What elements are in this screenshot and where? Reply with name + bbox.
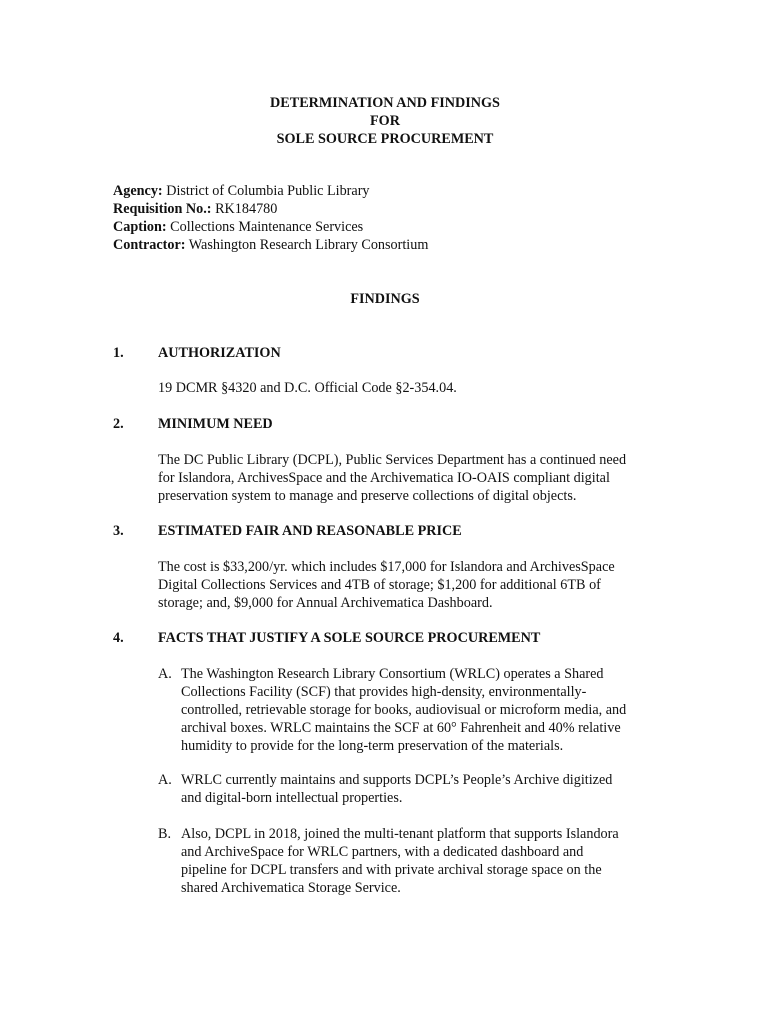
section-3-body [158,558,663,612]
section-1-heading: AUTHORIZATION [158,345,281,361]
title-line-1: DETERMINATION AND FINDINGS [270,95,500,111]
findings-heading: FINDINGS [350,291,420,307]
section-2-number: 2. [113,416,124,432]
caption-value: Collections Maintenance Services [170,219,364,235]
item-line: and ArchiveSpace for WRLC partners, with a dedicated dashboard and [181,844,584,860]
section-4-number: 4. [113,630,124,646]
section-3-number: 3. [113,523,124,539]
item-marker: B. [158,826,172,842]
item-line: shared Archivematica Storage Service. [181,880,401,896]
item-line: WRLC currently maintains and supports DCPL’s People’s Archive digitized [181,772,613,788]
contractor-row [113,236,673,254]
caption-row [113,218,673,236]
agency-row [113,182,673,200]
agency-label: Agency: [113,183,163,199]
item-line: and digital-born intellectual properties. [181,790,403,806]
item-line: Also, DCPL in 2018, joined the multi-tenant platform that supports Islandora [181,826,619,842]
contractor-value: Washington Research Library Consortium [188,237,429,253]
section-1-line: 19 DCMR §4320 and D.C. Official Code §2-354.04. [158,380,457,396]
item-line: controlled, retrievable storage for books, audiovisual or microform media, and [181,702,627,718]
title-line-3: SOLE SOURCE PROCUREMENT [276,131,494,147]
document-title [0,94,770,148]
section-3-line: storage; and, $9,000 for Annual Archivematica Dashboard. [158,595,493,611]
section-1-body [158,379,663,397]
agency-value: District of Columbia Public Library [166,183,370,199]
item-marker: A. [158,666,172,682]
item-line: pipeline for DCPL transfers and with private archival storage space on the [181,862,602,878]
caption-label: Caption: [113,219,167,235]
section-3-line: Digital Collections Services and 4TB of storage; $1,200 for additional 6TB of [158,577,601,593]
requisition-value: RK184780 [215,201,278,217]
section-4-heading: FACTS THAT JUSTIFY A SOLE SOURCE PROCUREMENT [158,630,541,646]
section-2-line: The DC Public Library (DCPL), Public Services Department has a continued need [158,452,627,468]
item-line: The Washington Research Library Consortium (WRLC) operates a Shared [181,666,604,682]
section-3-line: The cost is $33,200/yr. which includes $17,000 for Islandora and ArchivesSpace [158,559,615,575]
item-marker: A. [158,772,172,788]
section-2-line: for Islandora, ArchivesSpace and the Archivematica IO-OAIS compliant digital [158,470,610,486]
section-1-number: 1. [113,345,124,361]
section-4-item-2 [158,771,663,807]
header-fields [113,182,673,254]
requisition-label: Requisition No.: [113,201,212,217]
section-4-item-1 [158,665,663,755]
section-2-body [158,451,663,505]
section-4-item-3 [158,825,663,897]
requisition-row [113,200,673,218]
item-line: archival boxes. WRLC maintains the SCF at 60° Fahrenheit and 40% relative [181,720,621,736]
section-2-line: preservation system to manage and preserve collections of digital objects. [158,488,577,504]
contractor-label: Contractor: [113,237,186,253]
section-3-heading: ESTIMATED FAIR AND REASONABLE PRICE [158,523,462,539]
item-line: humidity to provide for the long-term preservation of the materials. [181,738,564,754]
section-2-heading: MINIMUM NEED [158,416,273,432]
title-line-2: FOR [370,113,400,129]
item-line: Collections Facility (SCF) that provides high-density, environmentally- [181,684,587,700]
